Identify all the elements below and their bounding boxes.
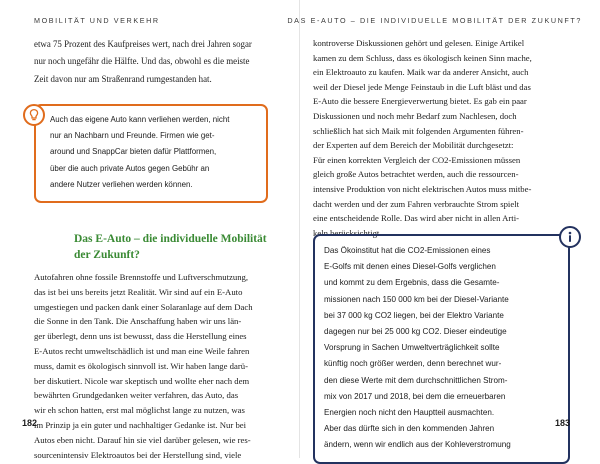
text-line: E-Auto die bessere Energieverwertung bietet. Es gab ein paar bbox=[313, 96, 527, 107]
text-line: mix von 2017 und 2018, bei dem die erneuerbaren bbox=[324, 391, 506, 401]
text-line: schließlich hat sich Maik mit folgenden Argumenten führen- bbox=[313, 125, 524, 136]
text-line: wir eh schon hatten, erst mal möglichst lange zu nutzen, was bbox=[34, 405, 245, 416]
text-line: Für einen korrekten Vergleich der CO2-Emissionen müssen bbox=[313, 154, 521, 165]
text-line: Autos eben nicht. Darauf hin sie viel darüber gelesen, wie res- bbox=[34, 434, 251, 445]
text-line: weil der Diesel jede Menge Feinstaub in die Luft bläst und das bbox=[313, 81, 531, 92]
text-line: Auch das eigene Auto kann verliehen werden, nicht bbox=[50, 115, 230, 124]
text-line: intensive Produktion von nicht elektrischen Autos muss mitbe- bbox=[313, 183, 532, 194]
heading-line: der Zukunft? bbox=[74, 248, 140, 261]
text-line: die Sonne in den Tank. Die Anschaffung haben wir uns län- bbox=[34, 316, 242, 327]
text-line: Energien noch nicht den Hauptteil ausmachten. bbox=[324, 408, 495, 418]
lightbulb-tip-icon bbox=[23, 104, 45, 126]
text-line: keln berücksichtigt. bbox=[313, 227, 382, 238]
heading-line: Das E-Auto – die individuelle Mobilität bbox=[74, 233, 267, 245]
right-running-head: DAS E-AUTO – DIE INDIVIDUELLE MOBILITÄT DER ZUKUNFT? bbox=[287, 16, 582, 25]
text-line: Autofahren ohne fossile Brennstoffe und Luftverschmutzung, bbox=[34, 272, 249, 282]
text-line: andere Nutzer verliehen werden können. bbox=[50, 179, 193, 189]
info-icon bbox=[559, 226, 581, 248]
text-line: kamen zu dem Schluss, dass es ökologisch keinen Sinn mache, bbox=[313, 52, 532, 63]
text-line: das ist bei uns bereits jetzt Realität. Wir sind auf ein E-Auto bbox=[34, 286, 243, 297]
info-icon-graphic bbox=[561, 228, 579, 246]
text-line: bei 37 000 kg CO2 liegen, bei der Elektro Variante bbox=[324, 310, 504, 320]
text-line: umgestiegen und packen dank einer Solaranlage auf dem Dach bbox=[34, 301, 253, 312]
text-line: Das Ökoinstitut hat die CO2-Emissionen eines bbox=[324, 246, 491, 255]
text-line: bewährten Grundgedanken weiter verfahren, das Auto, das bbox=[34, 390, 239, 401]
text-line: etwa 75 Prozent des Kaufpreises wert, nach drei Jahren sogar bbox=[34, 39, 252, 49]
left-running-head: MOBILITÄT UND VERKEHR bbox=[34, 16, 160, 25]
text-line: around und SnappCar bieten dafür Plattformen, bbox=[50, 147, 217, 157]
text-line: über die auch private Autos gegen Gebühr an bbox=[50, 163, 210, 173]
left-page-number: 182 bbox=[22, 418, 38, 428]
text-line: kontroverse Diskussionen gehört und gelesen. Einige Artikel bbox=[313, 38, 525, 48]
text-line: ger überlegt, denn uns ist bewusst, dass die Herstellung eines bbox=[34, 331, 247, 342]
text-line: Vorsprung in Sachen Umweltverträglichkeit sollte bbox=[324, 343, 500, 353]
text-line: E-Autos recht umweltschädlich ist und man eine Weile fahren bbox=[34, 345, 250, 356]
left-body-paragraph bbox=[34, 270, 253, 462]
text-line: Diskussionen und noch mehr Bedarf zum Nachlesen, doch bbox=[313, 110, 517, 121]
text-line: Zeit davon nur am Straßenrand rumgestanden hat. bbox=[34, 73, 212, 84]
text-line: der Experten auf dem Bereich der Mobilität durchgesetzt: bbox=[313, 140, 514, 151]
text-line: den diese Werte mit dem durchschnittlichen Strom- bbox=[324, 375, 508, 385]
left-intro-paragraph bbox=[34, 36, 252, 88]
text-line: Aber das dürfte sich in den kommenden Jahren bbox=[324, 424, 495, 434]
page-gutter bbox=[299, 0, 300, 458]
text-line: E-Golfs mit denen eines Diesel-Golfs verglichen bbox=[324, 262, 496, 272]
text-line: dacht werden und der zum Fahren verbrauchte Strom spielt bbox=[313, 198, 520, 209]
text-line: künftig noch größer werden, denn berechnet wur- bbox=[324, 359, 502, 369]
text-line: missionen nach 150 000 km bei der Diesel-Variante bbox=[324, 294, 509, 304]
right-page-number: 183 bbox=[555, 418, 571, 428]
tip-box-text bbox=[50, 112, 229, 193]
text-line: im Prinzip ja ein guter und nachhaltiger Gedanke ist. Nur bei bbox=[34, 419, 247, 430]
text-line: dagegen nur bei 25 000 kg CO2. Dieser eindeutige bbox=[324, 327, 507, 337]
text-line: gleich große Autos betrachtet werden, auch die ressourcen- bbox=[313, 169, 519, 180]
lightbulb-icon-graphic bbox=[25, 106, 43, 124]
section-heading bbox=[74, 232, 267, 263]
info-box-text bbox=[324, 243, 511, 454]
right-body-paragraph bbox=[313, 36, 532, 240]
text-line: ein Elektroauto zu kaufen. Maik war da anderer Ansicht, auch bbox=[313, 67, 529, 78]
text-line: ber diskutiert. Nicole war skeptisch und wollte eher nach dem bbox=[34, 375, 250, 386]
text-line: ändern, wenn wir endlich aus der Kohleverstromung bbox=[324, 440, 511, 450]
text-line: und kommt zu dem Ergebnis, dass die Gesamte- bbox=[324, 278, 500, 288]
text-line: nur an Nachbarn und Freunde. Firmen wie get- bbox=[50, 131, 215, 141]
text-line: nur noch ungefähr die Hälfte. Und das, obwohl es die meiste bbox=[34, 56, 250, 67]
text-line: muss, damit es ökologisch sinnvoll ist. Wir haben lange darü- bbox=[34, 360, 248, 371]
text-line: eine entscheidende Rolle. Das wird aber nicht in allen Arti- bbox=[313, 213, 520, 224]
text-line: sourcenintensiv Elektroautos bei der Herstellung sind, viele bbox=[34, 449, 242, 460]
